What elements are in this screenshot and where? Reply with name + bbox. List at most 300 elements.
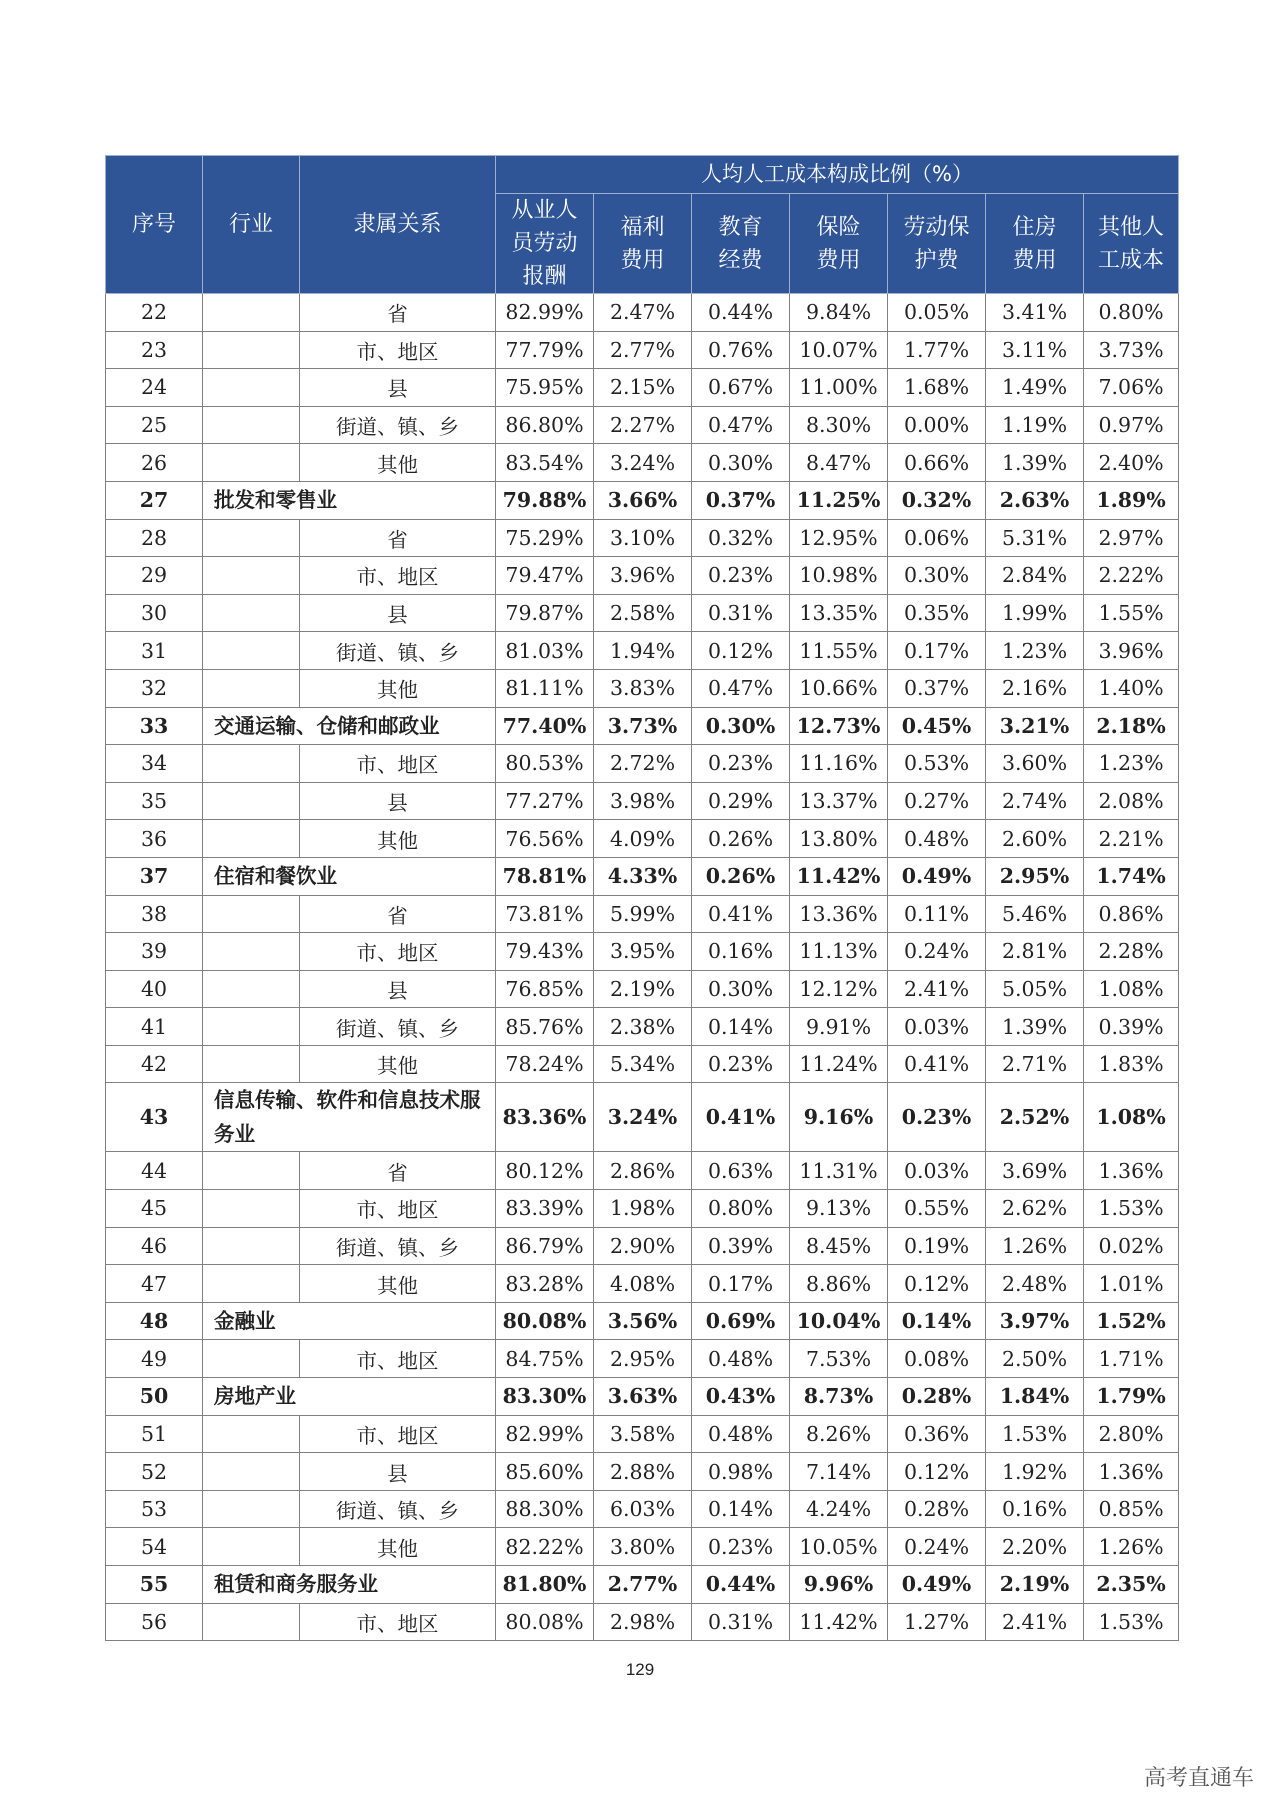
value-labor-pay: 82.99% bbox=[496, 1415, 594, 1453]
row-number: 22 bbox=[106, 294, 203, 332]
value-housing: 2.62% bbox=[986, 1190, 1084, 1228]
value-education: 0.43% bbox=[692, 1378, 790, 1416]
table-row bbox=[106, 1490, 1179, 1528]
value-labor-protection: 0.48% bbox=[888, 820, 986, 858]
header-welfare: 福利 费用 bbox=[594, 194, 692, 294]
table-row bbox=[106, 669, 1179, 707]
industry-cell-empty bbox=[203, 1008, 300, 1046]
value-insurance: 8.73% bbox=[790, 1378, 888, 1416]
value-labor-protection: 0.53% bbox=[888, 745, 986, 783]
value-insurance: 11.13% bbox=[790, 933, 888, 971]
value-insurance: 9.16% bbox=[790, 1083, 888, 1152]
value-other-labor-cost: 2.28% bbox=[1084, 933, 1179, 971]
value-other-labor-cost: 1.36% bbox=[1084, 1152, 1179, 1190]
relation-name: 市、地区 bbox=[300, 331, 496, 369]
table-row bbox=[106, 557, 1179, 595]
value-welfare: 2.86% bbox=[594, 1152, 692, 1190]
header-cost-ratio-group: 人均人工成本构成比例（%） bbox=[496, 156, 1179, 194]
relation-name: 县 bbox=[300, 369, 496, 407]
value-welfare: 3.24% bbox=[594, 444, 692, 482]
value-housing: 5.31% bbox=[986, 519, 1084, 557]
table-row bbox=[106, 594, 1179, 632]
value-welfare: 2.38% bbox=[594, 1008, 692, 1046]
table-row bbox=[106, 632, 1179, 670]
value-labor-pay: 73.81% bbox=[496, 895, 594, 933]
row-number: 42 bbox=[106, 1045, 203, 1083]
value-housing: 5.46% bbox=[986, 895, 1084, 933]
row-number: 43 bbox=[106, 1083, 203, 1152]
value-labor-protection: 0.28% bbox=[888, 1490, 986, 1528]
value-education: 0.32% bbox=[692, 519, 790, 557]
value-labor-pay: 83.30% bbox=[496, 1378, 594, 1416]
table-body bbox=[106, 294, 1179, 1641]
value-insurance: 8.45% bbox=[790, 1227, 888, 1265]
row-number: 32 bbox=[106, 669, 203, 707]
value-other-labor-cost: 1.79% bbox=[1084, 1378, 1179, 1416]
industry-name: 交通运输、仓储和邮政业 bbox=[203, 707, 496, 745]
value-labor-protection: 0.32% bbox=[888, 481, 986, 519]
value-insurance: 9.96% bbox=[790, 1566, 888, 1604]
value-labor-pay: 77.27% bbox=[496, 782, 594, 820]
value-other-labor-cost: 2.97% bbox=[1084, 519, 1179, 557]
value-labor-protection: 2.41% bbox=[888, 970, 986, 1008]
value-other-labor-cost: 1.08% bbox=[1084, 970, 1179, 1008]
row-number: 55 bbox=[106, 1566, 203, 1604]
value-housing: 2.48% bbox=[986, 1265, 1084, 1303]
relation-name: 县 bbox=[300, 970, 496, 1008]
row-number: 26 bbox=[106, 444, 203, 482]
value-insurance: 11.42% bbox=[790, 1603, 888, 1641]
table-row bbox=[106, 369, 1179, 407]
value-labor-protection: 0.30% bbox=[888, 557, 986, 595]
row-number: 45 bbox=[106, 1190, 203, 1228]
page-number: 129 bbox=[625, 1660, 655, 1679]
value-insurance: 7.14% bbox=[790, 1453, 888, 1491]
value-labor-pay: 81.80% bbox=[496, 1566, 594, 1604]
value-housing: 3.21% bbox=[986, 707, 1084, 745]
row-number: 27 bbox=[106, 481, 203, 519]
relation-name: 市、地区 bbox=[300, 745, 496, 783]
value-other-labor-cost: 2.18% bbox=[1084, 707, 1179, 745]
labor-cost-table bbox=[105, 155, 1179, 1641]
value-housing: 2.81% bbox=[986, 933, 1084, 971]
table-row bbox=[106, 1528, 1179, 1566]
table-row bbox=[106, 1045, 1179, 1083]
value-labor-protection: 0.37% bbox=[888, 669, 986, 707]
header-seq: 序号 bbox=[106, 156, 203, 294]
value-labor-protection: 0.03% bbox=[888, 1152, 986, 1190]
value-insurance: 7.53% bbox=[790, 1340, 888, 1378]
value-labor-pay: 85.60% bbox=[496, 1453, 594, 1491]
industry-name: 住宿和餐饮业 bbox=[203, 857, 496, 895]
value-other-labor-cost: 0.02% bbox=[1084, 1227, 1179, 1265]
value-education: 0.23% bbox=[692, 1045, 790, 1083]
value-education: 0.14% bbox=[692, 1008, 790, 1046]
value-welfare: 2.15% bbox=[594, 369, 692, 407]
industry-name: 金融业 bbox=[203, 1302, 496, 1340]
value-welfare: 3.56% bbox=[594, 1302, 692, 1340]
industry-name: 批发和零售业 bbox=[203, 481, 496, 519]
value-housing: 1.26% bbox=[986, 1227, 1084, 1265]
value-other-labor-cost: 1.53% bbox=[1084, 1603, 1179, 1641]
value-labor-protection: 1.27% bbox=[888, 1603, 986, 1641]
relation-name: 街道、镇、乡 bbox=[300, 1227, 496, 1265]
relation-name: 省 bbox=[300, 519, 496, 557]
value-other-labor-cost: 2.40% bbox=[1084, 444, 1179, 482]
row-number: 35 bbox=[106, 782, 203, 820]
value-welfare: 5.34% bbox=[594, 1045, 692, 1083]
table-row bbox=[106, 1152, 1179, 1190]
value-other-labor-cost: 1.71% bbox=[1084, 1340, 1179, 1378]
value-insurance: 11.25% bbox=[790, 481, 888, 519]
value-housing: 0.16% bbox=[986, 1490, 1084, 1528]
value-welfare: 3.73% bbox=[594, 707, 692, 745]
industry-cell-empty bbox=[203, 1340, 300, 1378]
value-other-labor-cost: 1.40% bbox=[1084, 669, 1179, 707]
table-row bbox=[106, 331, 1179, 369]
value-labor-pay: 86.80% bbox=[496, 406, 594, 444]
header-housing: 住房 费用 bbox=[986, 194, 1084, 294]
value-insurance: 11.24% bbox=[790, 1045, 888, 1083]
relation-name: 市、地区 bbox=[300, 1190, 496, 1228]
value-housing: 3.69% bbox=[986, 1152, 1084, 1190]
table-row bbox=[106, 1190, 1179, 1228]
row-number: 30 bbox=[106, 594, 203, 632]
value-other-labor-cost: 1.89% bbox=[1084, 481, 1179, 519]
value-insurance: 8.30% bbox=[790, 406, 888, 444]
value-education: 0.23% bbox=[692, 557, 790, 595]
value-housing: 2.52% bbox=[986, 1083, 1084, 1152]
industry-cell-empty bbox=[203, 669, 300, 707]
value-education: 0.23% bbox=[692, 1528, 790, 1566]
industry-cell-empty bbox=[203, 970, 300, 1008]
value-other-labor-cost: 1.83% bbox=[1084, 1045, 1179, 1083]
value-other-labor-cost: 0.80% bbox=[1084, 294, 1179, 332]
row-number: 44 bbox=[106, 1152, 203, 1190]
value-welfare: 2.95% bbox=[594, 1340, 692, 1378]
value-housing: 3.60% bbox=[986, 745, 1084, 783]
industry-cell-empty bbox=[203, 895, 300, 933]
industry-name: 房地产业 bbox=[203, 1378, 496, 1416]
relation-name: 其他 bbox=[300, 1045, 496, 1083]
value-education: 0.63% bbox=[692, 1152, 790, 1190]
value-housing: 1.92% bbox=[986, 1453, 1084, 1491]
value-housing: 1.19% bbox=[986, 406, 1084, 444]
table-row bbox=[106, 1603, 1179, 1641]
table-row bbox=[106, 294, 1179, 332]
relation-name: 市、地区 bbox=[300, 557, 496, 595]
value-welfare: 4.08% bbox=[594, 1265, 692, 1303]
value-other-labor-cost: 1.01% bbox=[1084, 1265, 1179, 1303]
value-labor-pay: 80.12% bbox=[496, 1152, 594, 1190]
table-row bbox=[106, 406, 1179, 444]
value-labor-pay: 81.11% bbox=[496, 669, 594, 707]
value-welfare: 5.99% bbox=[594, 895, 692, 933]
value-welfare: 3.83% bbox=[594, 669, 692, 707]
industry-cell-empty bbox=[203, 933, 300, 971]
value-welfare: 2.77% bbox=[594, 331, 692, 369]
value-welfare: 3.96% bbox=[594, 557, 692, 595]
value-housing: 2.60% bbox=[986, 820, 1084, 858]
relation-name: 其他 bbox=[300, 1265, 496, 1303]
row-number: 47 bbox=[106, 1265, 203, 1303]
value-other-labor-cost: 1.36% bbox=[1084, 1453, 1179, 1491]
value-education: 0.30% bbox=[692, 707, 790, 745]
value-housing: 1.53% bbox=[986, 1415, 1084, 1453]
relation-name: 市、地区 bbox=[300, 1603, 496, 1641]
value-other-labor-cost: 1.52% bbox=[1084, 1302, 1179, 1340]
table-row bbox=[106, 1453, 1179, 1491]
row-number: 49 bbox=[106, 1340, 203, 1378]
relation-name: 街道、镇、乡 bbox=[300, 632, 496, 670]
row-number: 28 bbox=[106, 519, 203, 557]
value-labor-pay: 86.79% bbox=[496, 1227, 594, 1265]
value-welfare: 3.80% bbox=[594, 1528, 692, 1566]
value-insurance: 10.66% bbox=[790, 669, 888, 707]
industry-cell-empty bbox=[203, 1045, 300, 1083]
relation-name: 市、地区 bbox=[300, 1415, 496, 1453]
value-labor-protection: 0.05% bbox=[888, 294, 986, 332]
row-number: 23 bbox=[106, 331, 203, 369]
industry-name: 信息传输、软件和信息技术服务业 bbox=[203, 1083, 496, 1152]
industry-cell-empty bbox=[203, 632, 300, 670]
value-labor-pay: 77.40% bbox=[496, 707, 594, 745]
value-labor-protection: 0.24% bbox=[888, 933, 986, 971]
relation-name: 省 bbox=[300, 895, 496, 933]
industry-cell-empty bbox=[203, 1415, 300, 1453]
value-other-labor-cost: 0.39% bbox=[1084, 1008, 1179, 1046]
industry-cell-empty bbox=[203, 820, 300, 858]
value-labor-pay: 85.76% bbox=[496, 1008, 594, 1046]
value-education: 0.44% bbox=[692, 294, 790, 332]
value-insurance: 10.07% bbox=[790, 331, 888, 369]
row-number: 29 bbox=[106, 557, 203, 595]
value-labor-protection: 1.68% bbox=[888, 369, 986, 407]
row-number: 31 bbox=[106, 632, 203, 670]
industry-total-row bbox=[106, 1566, 1179, 1604]
relation-name: 其他 bbox=[300, 669, 496, 707]
value-insurance: 11.31% bbox=[790, 1152, 888, 1190]
value-other-labor-cost: 2.22% bbox=[1084, 557, 1179, 595]
value-education: 0.67% bbox=[692, 369, 790, 407]
value-welfare: 3.95% bbox=[594, 933, 692, 971]
industry-total-row bbox=[106, 707, 1179, 745]
table-row bbox=[106, 1340, 1179, 1378]
value-labor-protection: 0.28% bbox=[888, 1378, 986, 1416]
value-housing: 2.20% bbox=[986, 1528, 1084, 1566]
row-number: 54 bbox=[106, 1528, 203, 1566]
value-education: 0.14% bbox=[692, 1490, 790, 1528]
value-insurance: 12.95% bbox=[790, 519, 888, 557]
industry-total-row bbox=[106, 857, 1179, 895]
value-education: 0.48% bbox=[692, 1340, 790, 1378]
relation-name: 街道、镇、乡 bbox=[300, 1008, 496, 1046]
value-labor-pay: 83.36% bbox=[496, 1083, 594, 1152]
table-row bbox=[106, 782, 1179, 820]
value-housing: 2.16% bbox=[986, 669, 1084, 707]
header-insurance: 保险 费用 bbox=[790, 194, 888, 294]
value-education: 0.37% bbox=[692, 481, 790, 519]
row-number: 25 bbox=[106, 406, 203, 444]
value-labor-protection: 0.12% bbox=[888, 1265, 986, 1303]
value-other-labor-cost: 2.08% bbox=[1084, 782, 1179, 820]
value-housing: 1.39% bbox=[986, 444, 1084, 482]
value-welfare: 3.63% bbox=[594, 1378, 692, 1416]
value-welfare: 2.47% bbox=[594, 294, 692, 332]
relation-name: 其他 bbox=[300, 820, 496, 858]
industry-total-row bbox=[106, 481, 1179, 519]
value-housing: 2.41% bbox=[986, 1603, 1084, 1641]
value-housing: 1.84% bbox=[986, 1378, 1084, 1416]
relation-name: 其他 bbox=[300, 444, 496, 482]
header-other-labor-cost: 其他人 工成本 bbox=[1084, 194, 1179, 294]
value-welfare: 2.58% bbox=[594, 594, 692, 632]
value-insurance: 11.55% bbox=[790, 632, 888, 670]
value-other-labor-cost: 0.86% bbox=[1084, 895, 1179, 933]
value-welfare: 2.72% bbox=[594, 745, 692, 783]
row-number: 48 bbox=[106, 1302, 203, 1340]
row-number: 39 bbox=[106, 933, 203, 971]
value-housing: 3.97% bbox=[986, 1302, 1084, 1340]
table-row bbox=[106, 519, 1179, 557]
row-number: 51 bbox=[106, 1415, 203, 1453]
value-education: 0.47% bbox=[692, 669, 790, 707]
value-insurance: 8.26% bbox=[790, 1415, 888, 1453]
row-number: 41 bbox=[106, 1008, 203, 1046]
industry-cell-empty bbox=[203, 294, 300, 332]
value-labor-pay: 82.99% bbox=[496, 294, 594, 332]
value-labor-protection: 0.00% bbox=[888, 406, 986, 444]
value-other-labor-cost: 1.53% bbox=[1084, 1190, 1179, 1228]
table-row bbox=[106, 1415, 1179, 1453]
value-labor-protection: 0.49% bbox=[888, 1566, 986, 1604]
value-welfare: 2.19% bbox=[594, 970, 692, 1008]
value-labor-pay: 80.08% bbox=[496, 1603, 594, 1641]
table-row bbox=[106, 745, 1179, 783]
value-housing: 1.23% bbox=[986, 632, 1084, 670]
value-housing: 1.49% bbox=[986, 369, 1084, 407]
header-industry: 行业 bbox=[203, 156, 300, 294]
value-insurance: 10.04% bbox=[790, 1302, 888, 1340]
industry-cell-empty bbox=[203, 594, 300, 632]
value-housing: 1.99% bbox=[986, 594, 1084, 632]
value-insurance: 12.73% bbox=[790, 707, 888, 745]
value-education: 0.76% bbox=[692, 331, 790, 369]
value-housing: 3.41% bbox=[986, 294, 1084, 332]
value-education: 0.98% bbox=[692, 1453, 790, 1491]
value-other-labor-cost: 1.08% bbox=[1084, 1083, 1179, 1152]
value-labor-pay: 75.95% bbox=[496, 369, 594, 407]
value-labor-protection: 0.03% bbox=[888, 1008, 986, 1046]
value-welfare: 3.98% bbox=[594, 782, 692, 820]
industry-name: 租赁和商务服务业 bbox=[203, 1566, 496, 1604]
value-education: 0.41% bbox=[692, 895, 790, 933]
value-education: 0.26% bbox=[692, 820, 790, 858]
value-labor-protection: 0.06% bbox=[888, 519, 986, 557]
value-other-labor-cost: 0.97% bbox=[1084, 406, 1179, 444]
value-labor-pay: 75.29% bbox=[496, 519, 594, 557]
value-housing: 2.19% bbox=[986, 1566, 1084, 1604]
value-other-labor-cost: 3.96% bbox=[1084, 632, 1179, 670]
value-labor-protection: 0.55% bbox=[888, 1190, 986, 1228]
value-insurance: 9.84% bbox=[790, 294, 888, 332]
industry-total-row bbox=[106, 1302, 1179, 1340]
relation-name: 市、地区 bbox=[300, 1340, 496, 1378]
value-education: 0.69% bbox=[692, 1302, 790, 1340]
value-other-labor-cost: 1.23% bbox=[1084, 745, 1179, 783]
relation-name: 县 bbox=[300, 1453, 496, 1491]
value-labor-protection: 0.17% bbox=[888, 632, 986, 670]
row-number: 52 bbox=[106, 1453, 203, 1491]
value-labor-pay: 79.47% bbox=[496, 557, 594, 595]
industry-cell-empty bbox=[203, 444, 300, 482]
value-education: 0.23% bbox=[692, 745, 790, 783]
industry-cell-empty bbox=[203, 782, 300, 820]
header-labor-pay: 从业人 员劳动 报酬 bbox=[496, 194, 594, 294]
value-housing: 1.39% bbox=[986, 1008, 1084, 1046]
industry-cell-empty bbox=[203, 745, 300, 783]
value-labor-protection: 1.77% bbox=[888, 331, 986, 369]
value-welfare: 2.90% bbox=[594, 1227, 692, 1265]
value-insurance: 11.00% bbox=[790, 369, 888, 407]
industry-cell-empty bbox=[203, 1528, 300, 1566]
value-education: 0.80% bbox=[692, 1190, 790, 1228]
value-labor-pay: 83.39% bbox=[496, 1190, 594, 1228]
value-education: 0.30% bbox=[692, 970, 790, 1008]
watermark-text: 高考直通车 bbox=[1143, 1766, 1254, 1791]
value-welfare: 6.03% bbox=[594, 1490, 692, 1528]
value-labor-protection: 0.23% bbox=[888, 1083, 986, 1152]
relation-name: 其他 bbox=[300, 1528, 496, 1566]
value-labor-pay: 79.88% bbox=[496, 481, 594, 519]
industry-cell-empty bbox=[203, 519, 300, 557]
value-insurance: 12.12% bbox=[790, 970, 888, 1008]
value-welfare: 3.10% bbox=[594, 519, 692, 557]
value-labor-pay: 84.75% bbox=[496, 1340, 594, 1378]
value-other-labor-cost: 1.55% bbox=[1084, 594, 1179, 632]
industry-cell-empty bbox=[203, 1265, 300, 1303]
value-housing: 2.71% bbox=[986, 1045, 1084, 1083]
value-labor-protection: 0.08% bbox=[888, 1340, 986, 1378]
value-housing: 2.84% bbox=[986, 557, 1084, 595]
relation-name: 县 bbox=[300, 594, 496, 632]
value-insurance: 9.13% bbox=[790, 1190, 888, 1228]
value-labor-pay: 83.28% bbox=[496, 1265, 594, 1303]
value-insurance: 13.36% bbox=[790, 895, 888, 933]
value-labor-pay: 78.81% bbox=[496, 857, 594, 895]
value-housing: 2.50% bbox=[986, 1340, 1084, 1378]
row-number: 37 bbox=[106, 857, 203, 895]
value-education: 0.44% bbox=[692, 1566, 790, 1604]
row-number: 33 bbox=[106, 707, 203, 745]
value-insurance: 13.80% bbox=[790, 820, 888, 858]
value-labor-protection: 0.41% bbox=[888, 1045, 986, 1083]
value-housing: 2.74% bbox=[986, 782, 1084, 820]
value-other-labor-cost: 1.26% bbox=[1084, 1528, 1179, 1566]
value-labor-protection: 0.24% bbox=[888, 1528, 986, 1566]
value-welfare: 4.33% bbox=[594, 857, 692, 895]
header-relation: 隶属关系 bbox=[300, 156, 496, 294]
value-labor-protection: 0.66% bbox=[888, 444, 986, 482]
industry-total-row bbox=[106, 1083, 1179, 1152]
table-row bbox=[106, 895, 1179, 933]
value-education: 0.47% bbox=[692, 406, 790, 444]
value-welfare: 1.94% bbox=[594, 632, 692, 670]
industry-cell-empty bbox=[203, 1603, 300, 1641]
value-labor-pay: 79.43% bbox=[496, 933, 594, 971]
value-insurance: 8.86% bbox=[790, 1265, 888, 1303]
value-housing: 3.11% bbox=[986, 331, 1084, 369]
